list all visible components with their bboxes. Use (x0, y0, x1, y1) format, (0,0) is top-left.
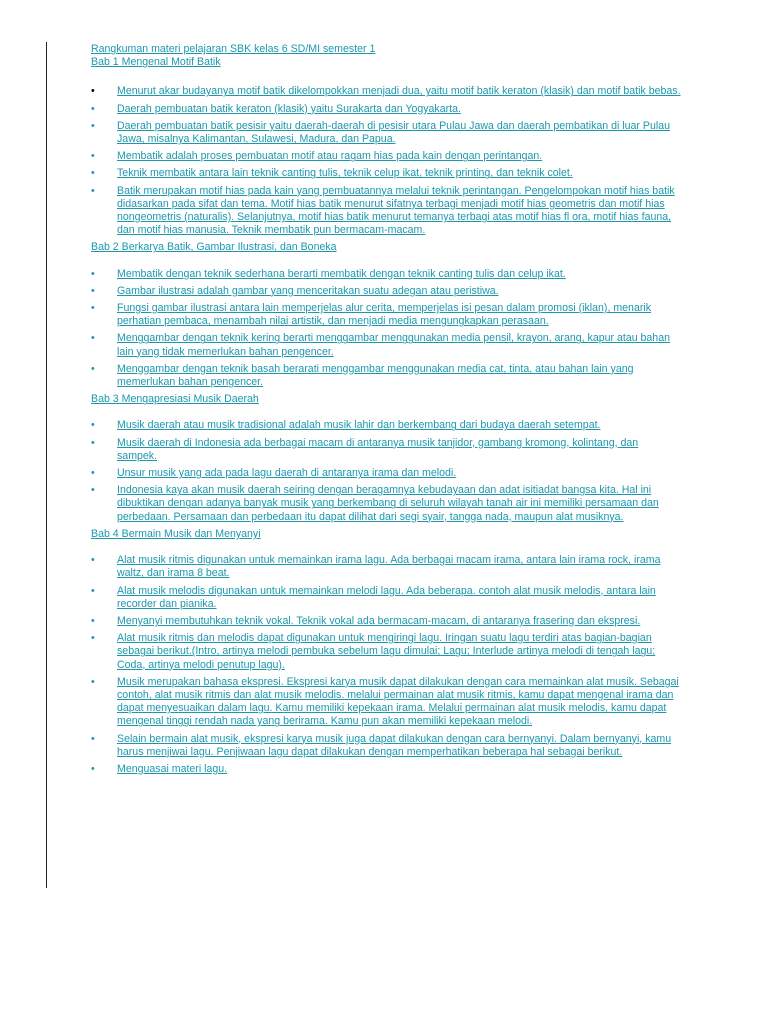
list-item-text[interactable]: Musik daerah atau musik tradisional adalah musik lahir dan berkembang dari budaya daerah setempat. (117, 419, 601, 432)
list-item-text[interactable]: Menyanyi membutuhkan teknik vokal. Teknik vokal ada bermacam-macam, di antaranya frasering dan ekspresi. (117, 614, 641, 627)
list-item (91, 467, 681, 480)
bullet-icon: • (91, 167, 95, 180)
bullet-icon: • (91, 119, 95, 132)
list-item-text[interactable]: Menurut akar budayanya motif batik dikelompokkan menjadi dua, yaitu motif batik keraton (klasik) dan motif batik bebas. (117, 85, 681, 98)
bullet-icon: • (91, 675, 95, 688)
list-item (91, 419, 681, 432)
list-item (91, 484, 681, 524)
document-title: Rangkuman materi pelajaran SBK kelas 6 SD/MI semester 1 (91, 43, 376, 55)
bullet-icon: • (91, 484, 95, 497)
list-item (91, 437, 681, 463)
list-item-text[interactable]: Daerah pembuatan batik keraton (klasik) yaitu Surakarta dan Yogyakarta. (117, 102, 461, 115)
list-item-text[interactable]: Musik merupakan bahasa ekspresi. Ekspresi karya musik dapat dilakukan dengan cara memainkan alat musik. Sebagai contoh, alat musik ritmis dan alat musik melodis. melalui permainan alat musik ritmis, kamu dapat mengenal irama dan dapat menyesuaikan dalam lagu. Kamu memiliki kepekaan irama. Melalui permainan alat musik melodis, kamu dapat mengenal tinggi rendah nada yang berirama. Kamu pun akan memiliki kepekaan melodi. (117, 675, 679, 728)
section-heading-bab-3: Bab 3 Mengapresiasi Musik Daerah (91, 393, 259, 406)
list-item (91, 150, 681, 163)
bullet-icon: • (91, 614, 95, 627)
list-item (91, 120, 681, 146)
bullet-icon: • (91, 762, 95, 775)
bab-4-list (91, 554, 681, 776)
bullet-icon: • (91, 419, 95, 432)
bullet-icon: • (91, 554, 95, 567)
bab-2-list (91, 268, 681, 390)
bab-1-list (91, 85, 681, 237)
list-item-text[interactable]: Selain bermain alat musik, ekspresi karya musik juga dapat dilakukan dengan cara bernyanyi. Dalam bernyanyi, kamu harus menjiwai lagu. Penjiwaan lagu dapat dilakukan dengan memperhatikan beberapa hal sebagai berikut. (117, 732, 672, 758)
bullet-icon: • (91, 284, 95, 297)
bullet-icon: • (91, 184, 95, 197)
list-item (91, 285, 681, 298)
bullet-icon: • (91, 467, 95, 480)
list-item (91, 763, 681, 776)
bab-3-list (91, 419, 681, 523)
list-item (91, 185, 681, 238)
list-item (91, 85, 681, 98)
list-item (91, 733, 681, 759)
bullet-icon: • (91, 362, 95, 375)
list-item-text[interactable]: Fungsi gambar ilustrasi antara lain memperjelas alur cerita, memperjelas isi pesan dalam promosi (iklan), menarik perhatian pembaca, menambah nilai artistik, dan menjadi media mengungkapkan perasaan. (117, 302, 652, 328)
list-item-text[interactable]: Menggambar dengan teknik kering berarti menggambar menggunakan media pensil, krayon, arang, kapur atau bahan lain yang tidak memerlukan bahan pengencer. (117, 332, 670, 358)
list-item-text[interactable]: Musik daerah di Indonesia ada berbagai macam di antaranya musik tanjidor, gambang kromong, kolintang, dan sampek. (117, 436, 639, 462)
list-item (91, 332, 681, 358)
list-item-text[interactable]: Daerah pembuatan batik pesisir yaitu daerah-daerah di pesisir utara Pulau Jawa dan daerah pembatikan di luar Pulau Jawa, misalnya Kalimantan, Sulawesi, Madura, dan Papua. (117, 119, 670, 146)
bullet-icon: • (91, 632, 95, 645)
list-item (91, 167, 681, 180)
list-item (91, 632, 681, 672)
bullet-icon: • (91, 150, 95, 163)
bullet-icon: • (91, 85, 95, 98)
section-heading-bab-2: Bab 2 Berkarya Batik, Gambar Ilustrasi, dan Boneka (91, 241, 337, 254)
list-item-text[interactable]: Menggambar dengan teknik basah berarati menggambar menggunakan media cat, tinta, atau bahan lain yang memerlukan bahan pengencer. (117, 362, 634, 389)
list-item-text[interactable]: Teknik membatik antara lain teknik canting tulis, teknik celup ikat, teknik printing, dan teknik colet. (117, 167, 573, 180)
list-item-text[interactable]: Batik merupakan motif hias pada kain yang pembuatannya melalui teknik perintangan. Pengelompokan motif hias batik didasarkan pada sifat dan tema. Motif hias batik menurut sifatnya terbagi menjadi motif hias geometris dan motif hias nongeometris (naturalis). Selanjutnya, motif hias batik menurut temanya terbagi atas motif hias fl ora, motif hias fauna, dan motif hias manusia. Teknik membatik pun bermacam-macam. (117, 184, 675, 237)
list-item-text[interactable]: Membatik dengan teknik sederhana berarti membatik dengan teknik canting tulis dan celup ikat. (117, 267, 566, 280)
document-page (91, 43, 681, 780)
section-heading-bab-4: Bab 4 Bermain Musik dan Menyanyi (91, 527, 261, 540)
bullet-icon: • (91, 332, 95, 345)
list-item-text[interactable]: Unsur musik yang ada pada lagu daerah di antaranya irama dan melodi. (117, 467, 457, 480)
list-item (91, 585, 681, 611)
page-margin-line (46, 42, 47, 888)
bullet-icon: • (91, 436, 95, 449)
bullet-icon: • (91, 102, 95, 115)
bullet-icon: • (91, 732, 95, 745)
list-item-text[interactable]: Alat musik ritmis digunakan untuk memainkan irama lagu. Ada berbagai macam irama, antara lain irama rock, irama waltz, dan irama 8 beat. (117, 554, 661, 580)
list-item (91, 268, 681, 281)
list-item-text[interactable]: Membatik adalah proses pembuatan motif atau ragam hias pada kain dengan perintangan. (117, 150, 543, 163)
list-item-text[interactable]: Indonesia kaya akan musik daerah seiring dengan beragamnya kebudayaan dan adat isitiadat bangsa kita. Hal ini dibuktikan dengan adanya banyak musik yang berkembang di seluruh wilayah tanah air ini memiliki persamaan dan perbedaan. Persamaan dan perbedaan itu dapat dilihat dari segi syair, tangga nada, maupun alat musiknya. (117, 484, 659, 523)
list-item (91, 302, 681, 328)
list-item-text[interactable]: Alat musik ritmis dan melodis dapat digunakan untuk mengiringi lagu. Iringan suatu lagu terdiri atas bagian-bagian sebagai berikut.(Intro, artinya melodi pembuka sebelum lagu dimulai; Lagu; Interlude artinya melodi di tengah lagu; Coda, artinya melodi penutup lagu). (117, 632, 656, 671)
list-item (91, 363, 681, 389)
list-item (91, 676, 681, 729)
bullet-icon: • (91, 584, 95, 597)
bullet-icon: • (91, 267, 95, 280)
bullet-icon: • (91, 302, 95, 315)
list-item-text[interactable]: Menguasai materi lagu. (117, 762, 228, 775)
list-item (91, 103, 681, 116)
list-item (91, 615, 681, 628)
section-heading-bab-1: Bab 1 Mengenal Motif Batik (91, 56, 221, 69)
list-item-text[interactable]: Alat musik melodis digunakan untuk memainkan melodi lagu. Ada beberapa. contoh alat musik melodis, antara lain recorder dan pianika. (117, 584, 656, 610)
list-item (91, 554, 681, 580)
list-item-text[interactable]: Gambar ilustrasi adalah gambar yang menceritakan suatu adegan atau peristiwa. (117, 284, 499, 297)
